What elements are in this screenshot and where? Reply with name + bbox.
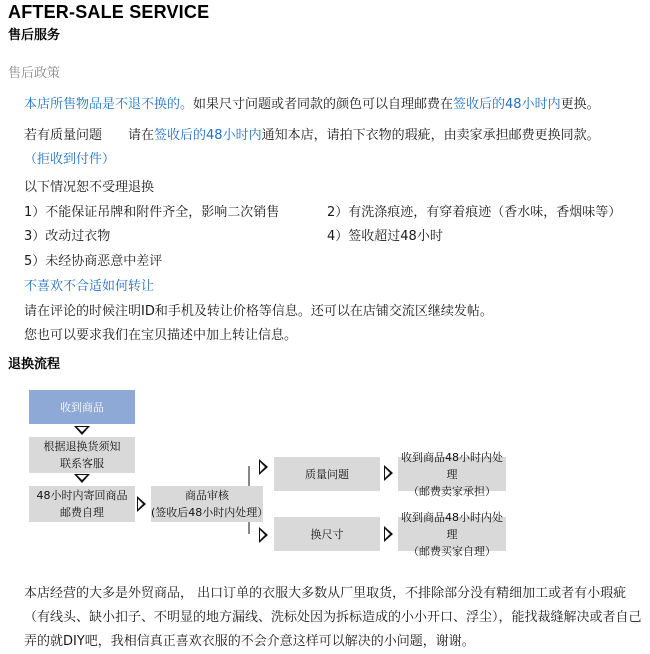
transfer-heading: 不喜欢不合适如何转让 [24, 279, 155, 294]
transfer-line-2: 您也可以要求我们在宝贝描述中加上转让信息。 [24, 328, 298, 343]
arrow-down-icon [74, 474, 90, 483]
transfer-line-1: 请在评论的时候注明ID和手机及转让价格等信息。还可以在店铺交流区继续发帖。 [24, 304, 493, 319]
deadline-highlight: 签收后的48小时内 [453, 97, 561, 112]
arrow-right-icon [384, 526, 393, 542]
no-return-notice: 本店所售物品是不退不换的。 [24, 97, 194, 112]
quality-issue-label: 若有质量问题 [24, 128, 103, 143]
flow-branch-size-label: 换尺寸 [310, 527, 344, 541]
flow-step-receive [29, 390, 135, 424]
flow-step-receive-label: 收到商品 [60, 400, 104, 414]
condition-item-3: 3）改动过衣物 [24, 229, 111, 244]
flow-result-quality-line-1: 收到商品48小时内处理 [401, 450, 503, 481]
flow-step-send-back [29, 486, 135, 522]
flow-branch-size [274, 517, 380, 551]
arrow-right-icon [384, 465, 393, 481]
flow-step-read-line-2: 联系客服 [60, 457, 104, 470]
process-heading: 退换流程 [8, 357, 61, 372]
flow-result-size [398, 510, 506, 558]
condition-item-4: 4）签收超过48小时 [327, 229, 443, 244]
policy-heading: 售后政策 [8, 66, 61, 81]
condition-item-5: 5）未经协商恶意中差评 [24, 254, 163, 269]
flow-result-quality [398, 450, 506, 498]
flow-branch-quality-label: 质量问题 [305, 467, 349, 481]
arrow-right-icon [137, 496, 146, 512]
cod-refused-note: （拒收到付件） [24, 152, 116, 167]
flow-step-review-line-1: 商品审核 [185, 489, 229, 502]
flow-result-quality-line-2: （邮费卖家承担） [408, 484, 496, 498]
branch-connector [248, 522, 250, 534]
deadline-highlight-2: 签收后的48小时内 [154, 128, 262, 143]
flow-step-review-line-2: (签收后48小时内处理） [151, 506, 269, 519]
flow-step-read-line-1: 根据退换货须知 [43, 440, 121, 453]
arrow-down-icon [74, 426, 90, 435]
policy-line-1 [24, 96, 600, 113]
condition-item-2: 2）有洗涤痕迹，有穿着痕迹（香水味，香烟味等） [327, 205, 622, 220]
notify-prefix: 请在 [128, 128, 155, 143]
page-subtitle: 售后服务 [8, 28, 61, 43]
flow-step-send-line-1: 48小时内寄回商品 [36, 489, 128, 502]
footer-note: 本店经营的大多是外贸商品， 出口订单的衣服大多数从厂里取货，不排除部分没有精细加工或者有小瑕疵（有线头、缺小扣子、不明显的地方漏线、洗标处因为拆标造成的小小开口、浮尘），能找裁缝解决或者自己弄的就DIY吧，我相信真正喜欢衣服的不会介意这样可以解决的小问题，谢谢。 [24, 586, 642, 649]
branch-connector [248, 466, 250, 486]
condition-item-1: 1）不能保证吊牌和附件齐全，影响二次销售 [24, 205, 280, 220]
arrow-right-icon [259, 527, 268, 543]
flow-result-size-line-1: 收到商品48小时内处理 [401, 510, 503, 541]
arrow-right-icon [259, 459, 268, 475]
not-accepted-heading: 以下情况恕不受理退换 [24, 180, 155, 195]
exchange-condition-text: 如果尺寸问题或者同款的颜色可以自理邮费在 [193, 97, 454, 112]
flow-step-send-line-2: 邮费自理 [60, 506, 104, 519]
flow-branch-quality [274, 457, 380, 491]
policy-line-2 [24, 127, 600, 144]
flow-result-size-line-2: （邮费买家自理） [408, 544, 496, 558]
page-title: AFTER-SALE SERVICE [8, 2, 210, 22]
flow-step-read-notice [29, 437, 135, 473]
exchange-suffix: 更换。 [560, 97, 600, 112]
quality-issue-text: 通知本店，请拍下衣物的瑕疵，由卖家承担邮费更换同款。 [261, 128, 600, 143]
flow-step-review [151, 486, 269, 522]
